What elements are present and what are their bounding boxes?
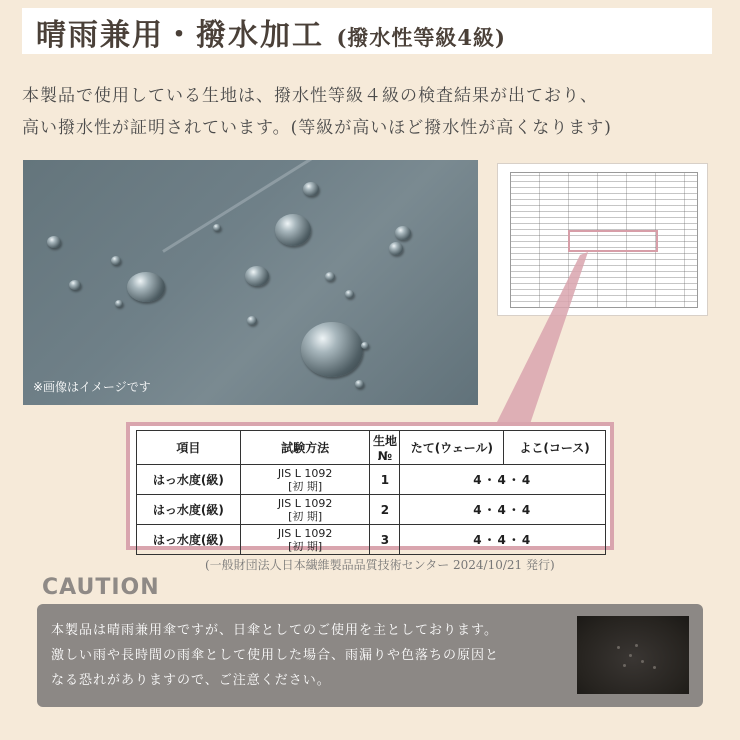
- caution-line-1: 本製品は晴雨兼用傘ですが、日傘としてのご使用を主としております。: [51, 623, 498, 638]
- method-condition: [初 期]: [288, 539, 323, 553]
- col-header-weft: よこ(コース): [504, 431, 606, 465]
- cell-grade: 4・4・4: [400, 525, 606, 555]
- water-drop: [301, 322, 363, 377]
- water-drops-photo: [23, 160, 478, 405]
- water-drop: [47, 236, 61, 248]
- report-highlight: [568, 230, 658, 252]
- cell-item: はっ水度(級): [137, 495, 241, 525]
- water-drop: [345, 290, 354, 298]
- col-header-fabric-no: 生地№: [370, 431, 400, 465]
- fabric-seam: [162, 160, 478, 253]
- water-drop: [247, 316, 257, 325]
- cell-grade: 4・4・4: [400, 495, 606, 525]
- title-main: 晴雨兼用・撥水加工: [36, 18, 324, 53]
- intro-line-1: 本製品で使用している生地は、撥水性等級４級の検査結果が出ており、: [22, 86, 598, 106]
- title-subtitle: (撥水性等級4級): [336, 25, 506, 50]
- water-drop: [361, 342, 369, 349]
- method-condition: [初 期]: [288, 479, 323, 493]
- wet-fabric-photo: [577, 616, 689, 694]
- test-result-panel: [126, 422, 614, 553]
- source-citation: (一般財団法人日本繊維製品品質技術センター 2024/10/21 発行): [205, 558, 555, 572]
- water-drop: [275, 214, 311, 246]
- water-drop: [127, 272, 165, 302]
- cell-method: [240, 495, 370, 525]
- method-code: JIS L 1092: [277, 466, 333, 480]
- cell-fabric-no: 2: [370, 495, 400, 525]
- cell-item: はっ水度(級): [137, 525, 241, 555]
- col-header-item: 項目: [137, 431, 241, 465]
- water-speck: [629, 654, 632, 657]
- cell-method: [240, 525, 370, 555]
- water-drop: [325, 272, 335, 281]
- water-drop: [245, 266, 269, 286]
- water-drop: [115, 300, 123, 307]
- water-drop: [111, 256, 121, 265]
- cell-fabric-no: 3: [370, 525, 400, 555]
- water-drop: [355, 380, 364, 388]
- caution-line-3: なる恐れがありますので、ご注意ください。: [51, 673, 331, 688]
- caution-title: CAUTION: [42, 575, 160, 600]
- intro-text: [22, 80, 722, 144]
- cell-grade: 4・4・4: [400, 465, 606, 495]
- image-note: ※画像はイメージです: [33, 380, 151, 394]
- cell-method: [240, 465, 370, 495]
- caution-text: [51, 618, 571, 693]
- method-code: JIS L 1092: [277, 496, 333, 510]
- water-speck: [623, 664, 626, 667]
- water-drop: [303, 182, 319, 196]
- table-header-row: [137, 431, 606, 465]
- water-drop: [395, 226, 411, 240]
- water-drop: [69, 280, 81, 290]
- col-header-warp: たて(ウェール): [400, 431, 504, 465]
- test-report-document: [497, 163, 708, 316]
- caution-box: [37, 604, 703, 707]
- test-result-table: [136, 430, 606, 555]
- table-row: [137, 525, 606, 555]
- method-code: JIS L 1092: [277, 526, 333, 540]
- water-speck: [617, 646, 620, 649]
- water-drop: [389, 242, 403, 255]
- water-speck: [635, 644, 638, 647]
- water-speck: [653, 666, 656, 669]
- table-row: [137, 495, 606, 525]
- water-drop: [213, 224, 221, 231]
- col-header-method: 試験方法: [240, 431, 370, 465]
- cell-item: はっ水度(級): [137, 465, 241, 495]
- method-condition: [初 期]: [288, 509, 323, 523]
- intro-line-2: 高い撥水性が証明されています。(等級が高いほど撥水性が高くなります): [22, 118, 612, 138]
- caution-line-2: 激しい雨や長時間の雨傘として使用した場合、雨漏りや色落ちの原因と: [51, 648, 500, 663]
- cell-fabric-no: 1: [370, 465, 400, 495]
- water-speck: [641, 660, 644, 663]
- table-row: [137, 465, 606, 495]
- page-title: [36, 10, 506, 54]
